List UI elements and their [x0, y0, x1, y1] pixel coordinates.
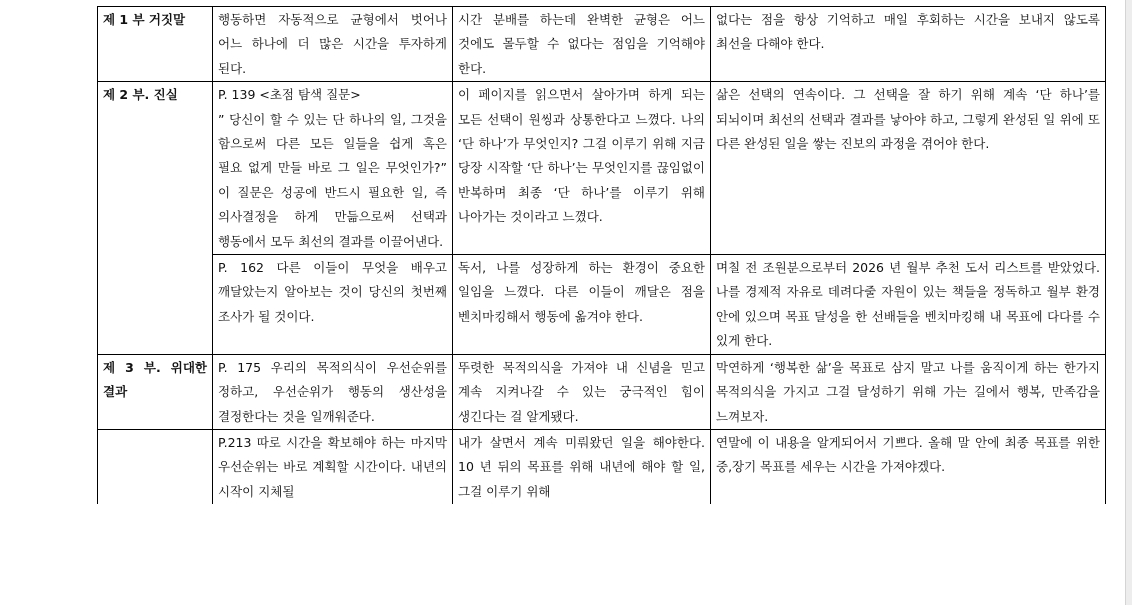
section-title	[98, 429, 213, 504]
table-row	[98, 7, 1106, 82]
lesson-cell: 내가 살면서 계속 미뤄왔던 일을 해야한다. 10 년 뒤의 목표를 위해 내년에 해야 할 일, 그걸 이루기 위해	[453, 429, 711, 504]
lesson-cell: 시간 분배를 하는데 완벽한 균형은 어느 것에도 몰두할 수 없다는 점임을 기억해야 한다.	[453, 7, 711, 82]
quote-cell: P. 175 우리의 목적의식이 우선순위를 정하고, 우선순위가 행동의 생산성을 결정한다는 것을 일깨워준다.	[213, 354, 453, 429]
quote-cell: P.213 따로 시간을 확보해야 하는 마지막 우선순위는 바로 계획할 시간이다. 내년의 시작이 지체될	[213, 429, 453, 504]
lesson-cell: 이 페이지를 읽으면서 살아가며 하게 되는 모든 선택이 원씽과 상통한다고 느꼈다. 나의 ‘단 하나’가 무엇인지? 그걸 이루기 위해 지금 당장 시작할 ‘단 하나’는 무엇인지를 끊임없이 반복하며 최종 ‘단 하나’를 이루기 위해 나아가는 것이라고 느꼈다.	[453, 82, 711, 255]
quote-text: ” 당신이 할 수 있는 단 하나의 일, 그것을 함으로써 다른 모든 일들을 쉽게 혹은 필요 없게 만들 바로 그 일은 무엇인가?” 이 질문은 성공에 반드시 필요한 일, 즉 의사결정을 하게 만듦으로써 선택과 행동에서 모두 최선의 결과를 이끌어낸다.	[218, 111, 447, 249]
table-row	[98, 255, 1106, 355]
action-cell: 없다는 점을 항상 기억하고 매일 후회하는 시간을 보내지 않도록 최선을 다해야 한다.	[711, 7, 1106, 82]
quote-cell: 행동하면 자동적으로 균형에서 벗어나 어느 하나에 더 많은 시간을 투자하게 된다.	[213, 7, 453, 82]
section-title: 제 3 부. 위대한 결과	[98, 354, 213, 429]
table-row	[98, 354, 1106, 429]
table-row	[98, 429, 1106, 504]
lesson-cell: 뚜렷한 목적의식을 가져야 내 신념을 믿고 계속 지켜나갈 수 있는 궁극적인 힘이 생긴다는 걸 알게됐다.	[453, 354, 711, 429]
action-cell: 며칠 전 조원분으로부터 2026 년 월부 추천 도서 리스트를 받았었다. 나를 경제적 자유로 데려다줄 자원이 있는 책들을 정독하고 월부 환경 안에 있으며 목표 달성을 한 선배들을 벤치마킹해 내 목표에 다다를 수 있게 한다.	[711, 255, 1106, 355]
quote-cell: P. 162 다른 이들이 무엇을 배우고 깨달았는지 알아보는 것이 당신의 첫번째 조사가 될 것이다.	[213, 255, 453, 355]
section-title: 제 2 부. 진실	[98, 82, 213, 354]
reading-notes-table	[97, 6, 1106, 504]
action-cell: 연말에 이 내용을 알게되어서 기쁘다. 올해 말 안에 최종 목표를 위한 중,장기 목표를 세우는 시간을 가져야겠다.	[711, 429, 1106, 504]
section-title: 제 1 부 거짓말	[98, 7, 213, 82]
page-reference: P. 139 <초점 탐색 질문>	[218, 87, 361, 103]
lesson-cell: 독서, 나를 성장하게 하는 환경이 중요한 일임을 느꼈다. 다른 이들이 깨달은 점을 벤치마킹해서 행동에 옮겨야 한다.	[453, 255, 711, 355]
table-row	[98, 82, 1106, 255]
action-cell: 삶은 선택의 연속이다. 그 선택을 잘 하기 위해 계속 ‘단 하나’를 되뇌이며 최선의 선택과 결과를 낳아야 하고, 그렇게 완성된 일 위에 또 다른 완성된 일을 쌓는 진보의 과정을 겪어야 한다.	[711, 82, 1106, 255]
window-edge	[1125, 0, 1132, 605]
action-cell: 막연하게 ‘행복한 삶’을 목표로 삼지 말고 나를 움직이게 하는 한가지 목적의식을 가지고 그걸 달성하기 위해 가는 길에서 행복, 만족감을 느껴보자.	[711, 354, 1106, 429]
quote-cell	[213, 82, 453, 255]
